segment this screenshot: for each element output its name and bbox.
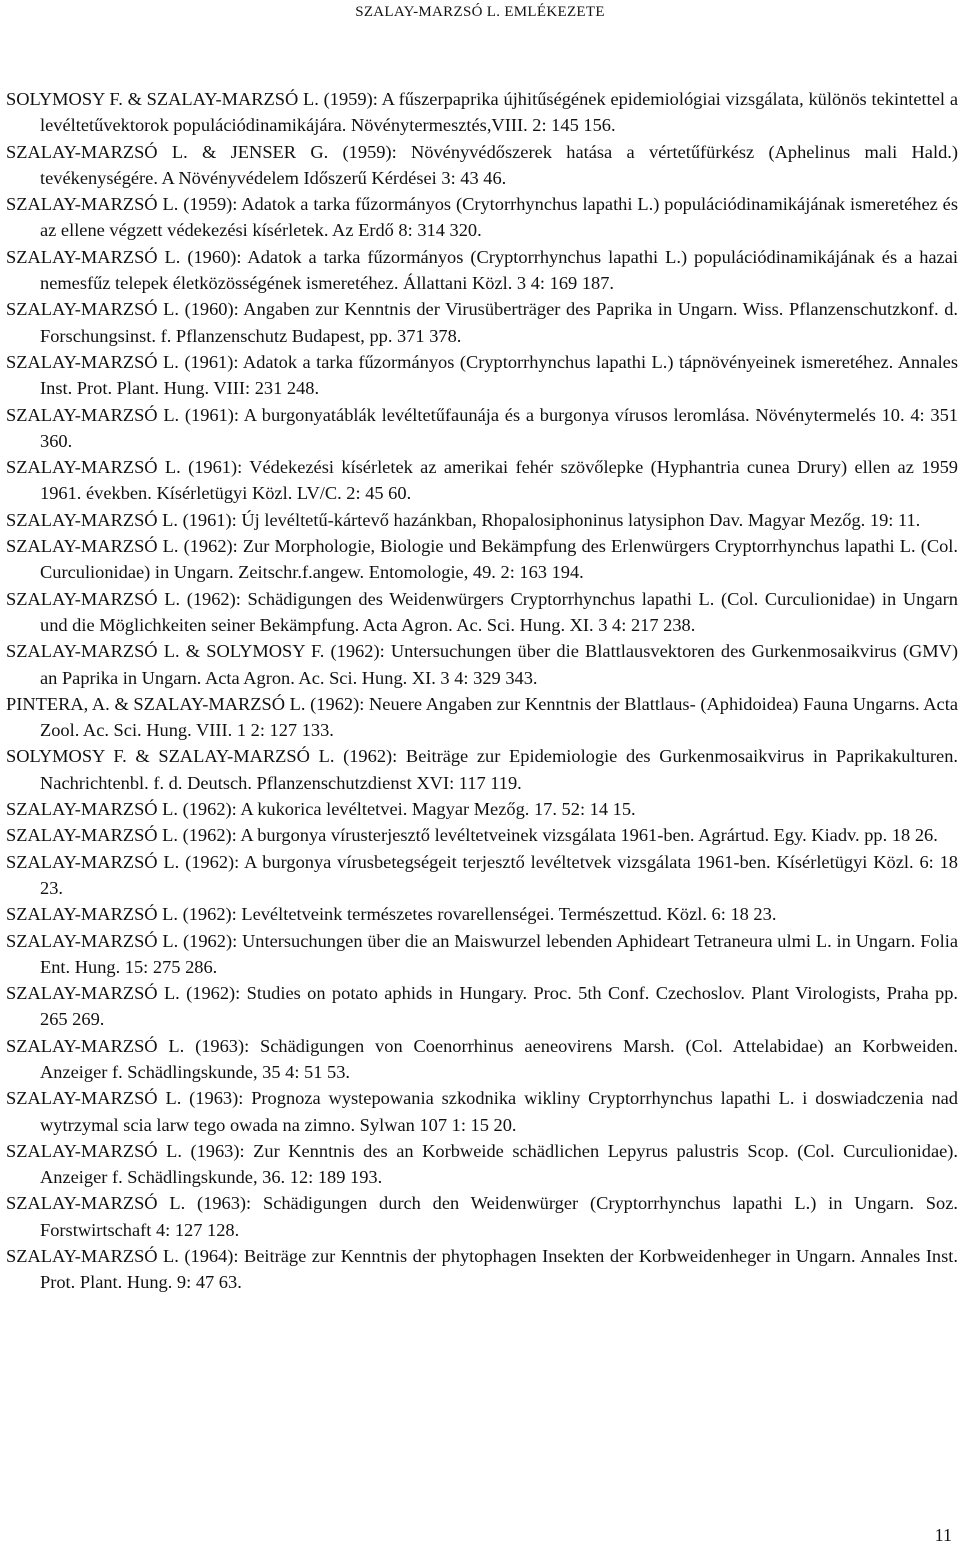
reference-item: SZALAY-MARZSÓ L. (1962): Zur Morphologie, Biologie und Bekämpfung des Erlenwürgers Cryptorrhynchus lapathi L. (Col. Curculionidae) in Ungarn. Zeitschr.f.angew. Entomologie, 49. 2: 163 194. bbox=[6, 536, 958, 583]
reference-item: SZALAY-MARZSÓ L. & SOLYMOSY F. (1962): Untersuchungen über die Blattlausvektoren des Gurkenmosaikvirus (GMV) an Paprika in Ungarn. Acta Agron. Ac. Sci. Hung. XI. 3 4: 329 343. bbox=[6, 641, 958, 688]
reference-item: SZALAY-MARZSÓ L. (1962): Untersuchungen über die an Maiswurzel lebenden Aphideart Tetraneura ulmi L. in Ungarn. Folia Ent. Hung. 15: 275 286. bbox=[6, 930, 958, 977]
reference-item: SZALAY-MARZSÓ L. (1963): Schädigungen durch den Weidenwürger (Cryptorrhynchus lapathi L.) in Ungarn. Soz. Forstwirtschaft 4: 127 128. bbox=[6, 1193, 958, 1240]
reference-item: SZALAY-MARZSÓ L. (1960): Angaben zur Kenntnis der Virusüberträger des Paprika in Ungarn. Wiss. Pflanzenschutzkonf. d. Forschungsinst. f. Pflanzenschutz Budapest, pp. 371 378. bbox=[6, 299, 958, 346]
reference-item: SZALAY-MARZSÓ L. (1962): A burgonya vírusbetegségeit terjesztő levéltetvek vizsgálata 1961-ben. Kísérletügyi Közl. 6: 18 23. bbox=[6, 851, 958, 898]
running-header: SZALAY-MARZSÓ L. EMLÉKEZETE bbox=[355, 4, 605, 20]
reference-item: SOLYMOSY F. & SZALAY-MARZSÓ L. (1959): A fűszerpaprika újhitűségének epidemiológiai vizsgálata, különös tekintettel a levéltetűvektorok populációdinamikájára. Növénytermesztés,VIII. 2: 145 156. bbox=[6, 89, 958, 136]
reference-item: SZALAY-MARZSÓ L. (1959): Adatok a tarka fűzormányos (Crytorrhynchus lapathi L.) populációdinamikájának ismeretéhez és az ellene végzett védekezési kísérletek. Az Erdő 8: 314 320. bbox=[6, 194, 958, 241]
reference-item: SZALAY-MARZSÓ L. (1961): Adatok a tarka fűzormányos (Cryptorrhynchus lapathi L.) tápnövényeinek ismeretéhez. Annales Inst. Prot. Plant. Hung. VIII: 231 248. bbox=[6, 351, 958, 399]
reference-item: SZALAY-MARZSÓ L. & JENSER G. (1959): Növényvédőszerek hatása a vértetűfürkész (Aphelinus mali Hald.) tevékenységére. A Növényvédelem Időszerű Kérdései 3: 43 46. bbox=[6, 141, 958, 188]
reference-item: PINTERA, A. & SZALAY-MARZSÓ L. (1962): Neuere Angaben zur Kenntnis der Blattlaus- (Aphidoidea) Fauna Ungarns. Acta Zool. Ac. Sci. Hung. VIII. 1 2: 127 133. bbox=[6, 693, 958, 741]
reference-item: SZALAY-MARZSÓ L. (1962): Schädigungen des Weidenwürgers Cryptorrhynchus lapathi L. (Col. Curculionidae) in Ungarn und die Möglichkeiten seiner Bekämpfung. Acta Agron. Ac. Sci. Hung. XI. 3 4: 217 238. bbox=[6, 588, 958, 635]
reference-item: SOLYMOSY F. & SZALAY-MARZSÓ L. (1962): Beiträge zur Epidemiologie des Gurkenmosaikvirus in Paprikakulturen. Nachrichtenbl. f. d. Deutsch. Pflanzenschutzdienst XVI: 117 119. bbox=[6, 746, 958, 793]
reference-item: SZALAY-MARZSÓ L. (1960): Adatok a tarka fűzormányos (Cryptorrhynchus lapathi L.) populációdinamikájának és a hazai nemesfűz telepek életközösségének ismeretéhez. Állattani Közl. 3 4: 169 187. bbox=[6, 246, 958, 294]
reference-item: SZALAY-MARZSÓ L. (1962): A burgonya vírusterjesztő levéltetveinek vizsgálata 1961-ben. Agrártud. Egy. Kiadv. pp. 18 26. bbox=[6, 825, 938, 846]
reference-item: SZALAY-MARZSÓ L. (1963): Zur Kenntnis des an Korbweide schädlichen Lepyrus palustris Scop. (Col. Curculionidae). Anzeiger f. Schädlingskunde, 36. 12: 189 193. bbox=[6, 1140, 958, 1188]
reference-item: SZALAY-MARZSÓ L. (1964): Beiträge zur Kenntnis der phytophagen Insekten der Korbweidenheger in Ungarn. Annales Inst. Prot. Plant. Hung. 9: 47 63. bbox=[6, 1246, 958, 1293]
reference-item: SZALAY-MARZSÓ L. (1962): Studies on potato aphids in Hungary. Proc. 5th Conf. Czechoslov. Plant Virologists, Praha pp. 265 269. bbox=[6, 983, 958, 1030]
reference-list bbox=[6, 86, 958, 1296]
page-number: 11 bbox=[934, 1525, 952, 1545]
reference-item: SZALAY-MARZSÓ L. (1962): A kukorica levéltetvei. Magyar Mezőg. 17. 52: 14 15. bbox=[6, 799, 636, 820]
reference-item: SZALAY-MARZSÓ L. (1961): Védekezési kísérletek az amerikai fehér szövőlepke (Hyphantria cunea Drury) ellen az 1959 1961. években. Kísérletügyi Közl. LV/C. 2: 45 60. bbox=[6, 457, 958, 504]
reference-item: SZALAY-MARZSÓ L. (1963): Prognoza wystepowania szkodnika wikliny Cryptorrhynchus lapathi L. i doswiadczenia nad wytrzymal scia larw tego owada na zimno. Sylwan 107 1: 15 20. bbox=[6, 1088, 958, 1135]
reference-item: SZALAY-MARZSÓ L. (1961): Új levéltetű-kártevő hazánkban, Rhopalosiphoninus latysiphon Dav. Magyar Mezőg. 19: 11. bbox=[6, 509, 921, 530]
reference-item: SZALAY-MARZSÓ L. (1963): Schädigungen von Coenorrhinus aeneovirens Marsh. (Col. Attelabidae) an Korbweiden. Anzeiger f. Schädlingskunde, 35 4: 51 53. bbox=[6, 1035, 958, 1082]
reference-item: SZALAY-MARZSÓ L. (1961): A burgonyatáblák levéltetűfaunája és a burgonya vírusos leromlása. Növénytermelés 10. 4: 351 360. bbox=[6, 404, 958, 451]
reference-item: SZALAY-MARZSÓ L. (1962): Levéltetveink természetes rovarellenségei. Természettud. Közl. 6: 18 23. bbox=[6, 904, 777, 925]
